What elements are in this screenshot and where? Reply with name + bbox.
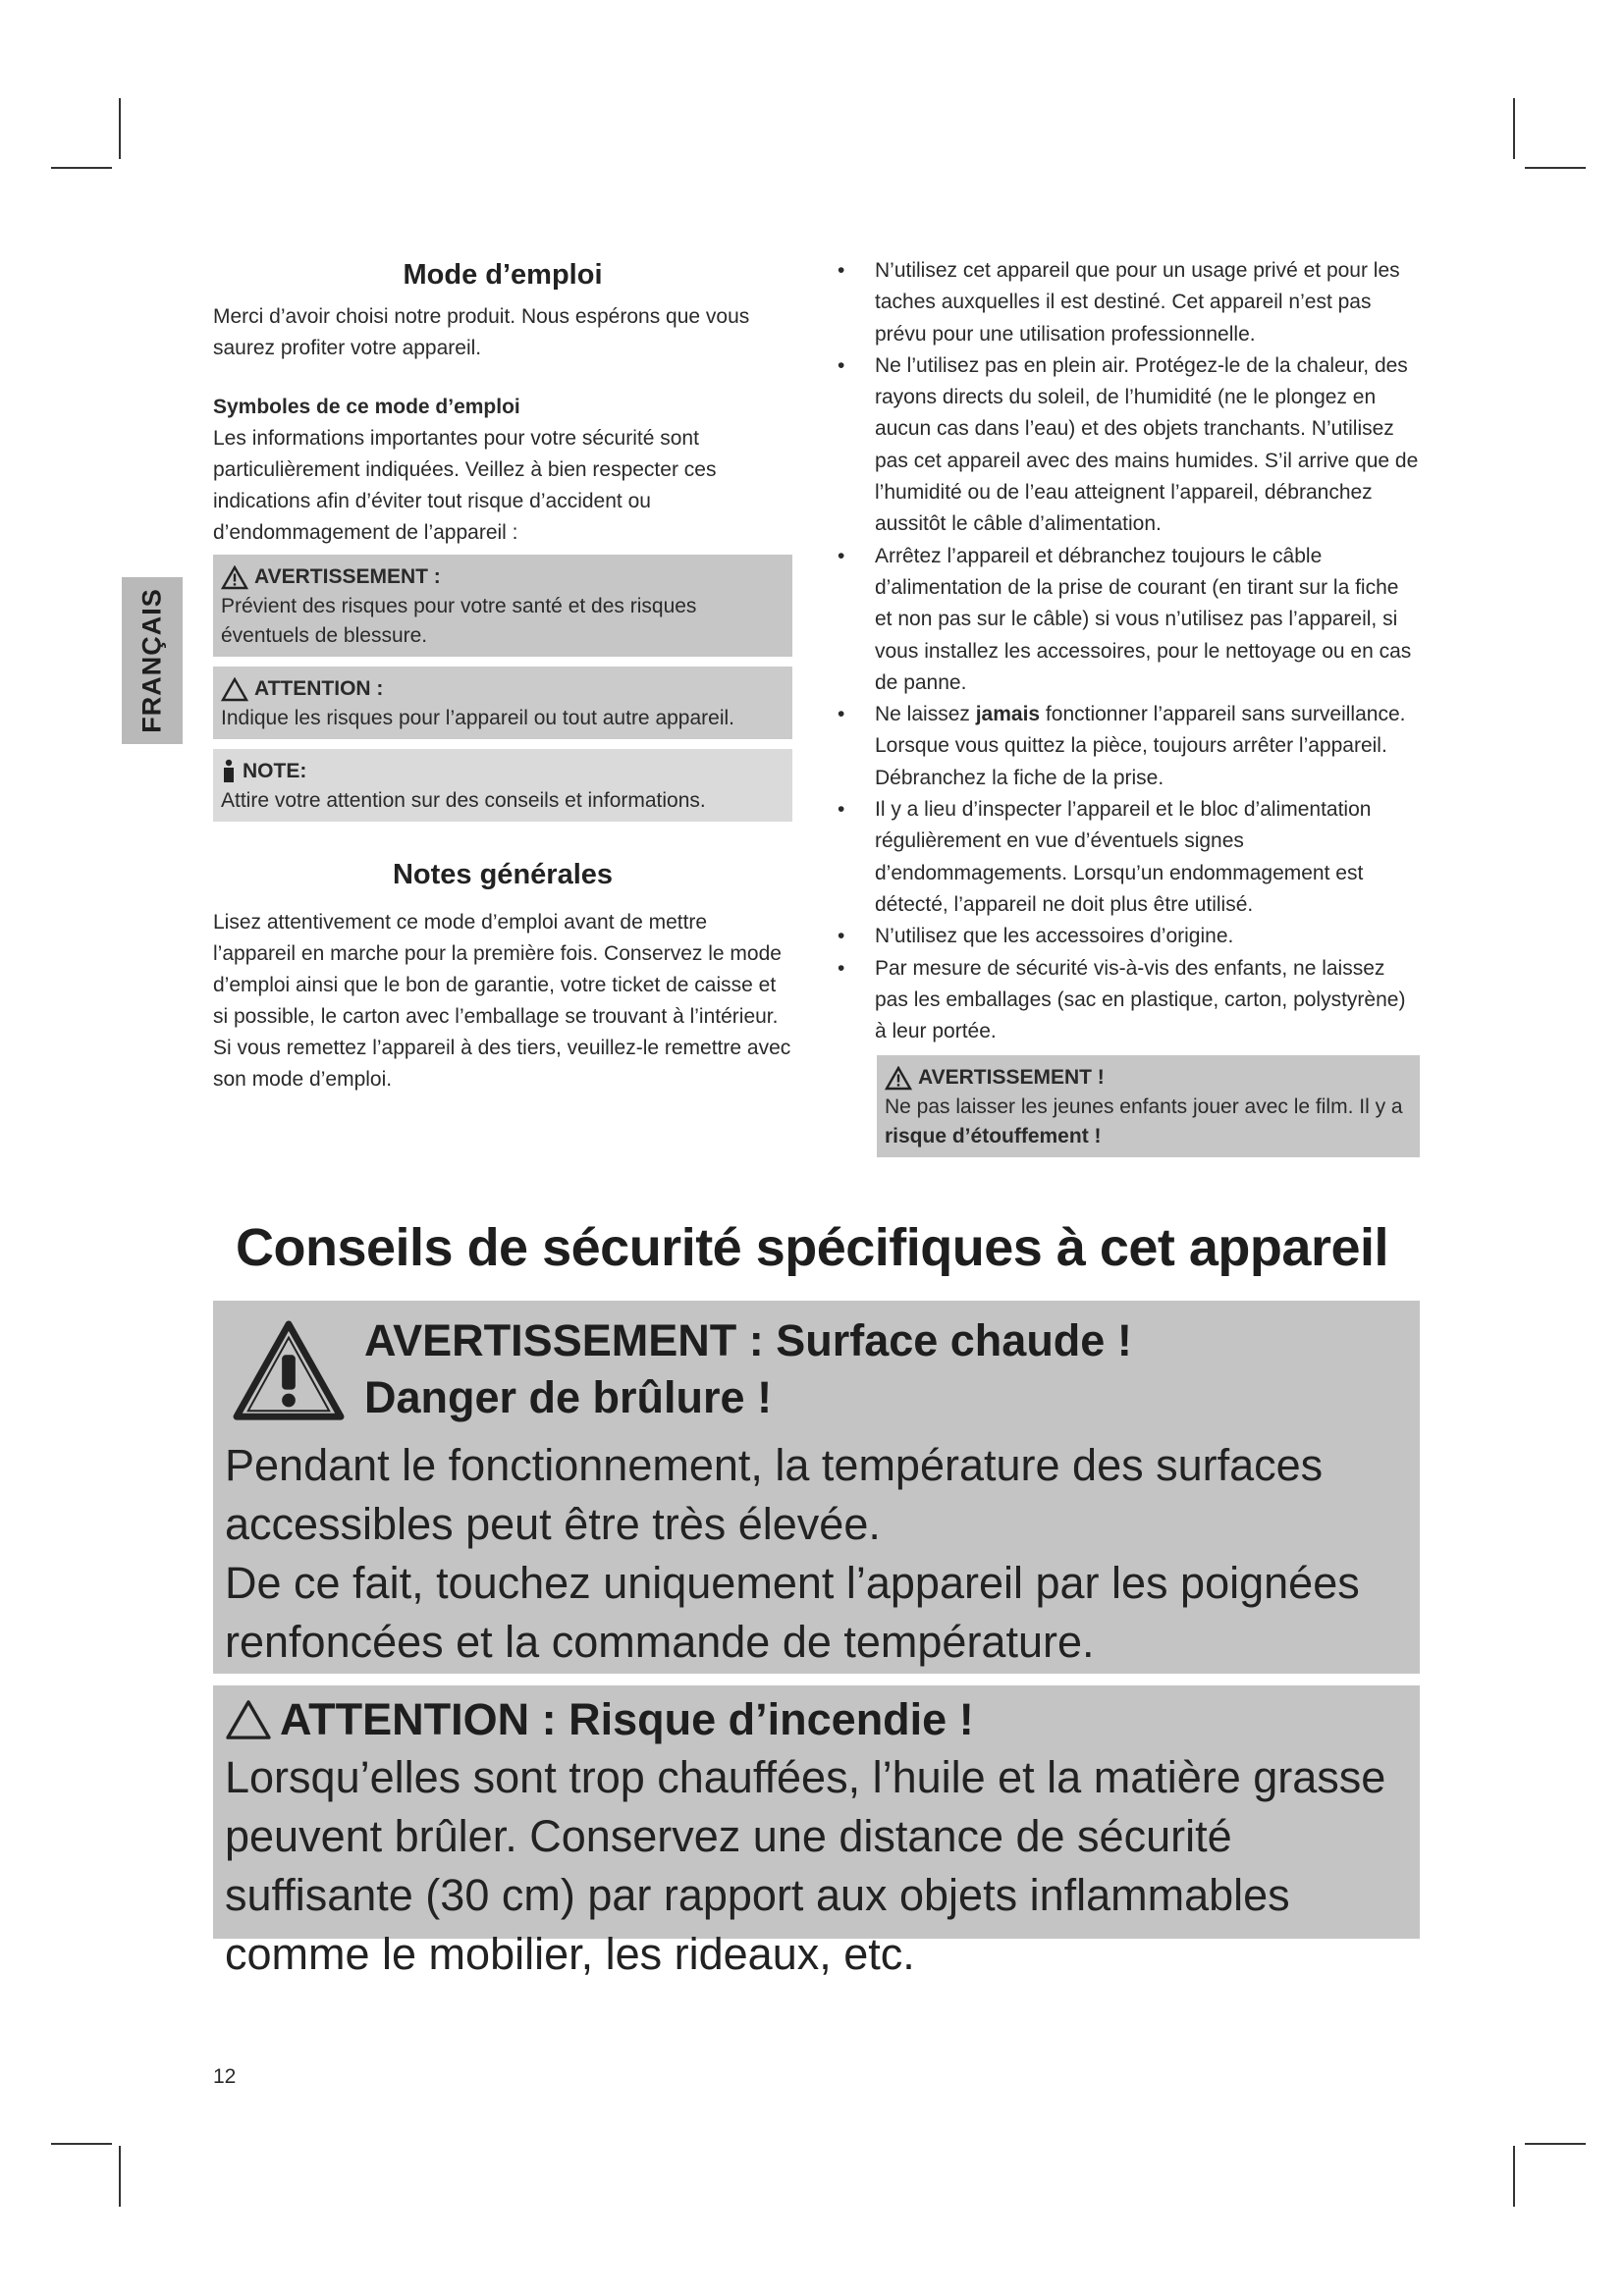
list-item-text: Ne laissez xyxy=(875,703,976,726)
warning-triangle-icon xyxy=(885,1066,912,1091)
section-title-notes-generales: Notes générales xyxy=(392,859,614,890)
attention-box xyxy=(213,667,792,739)
list-item: • Arrêtez l’appareil et débranchez toujours le câble d’alimentation de la prise de courant (en tirant sur la fiche et non pas sur le câble) si vous n’utilisez pas l’appareil, si vous installez les accessoires, pour le nettoyage ou en cas de panne. xyxy=(838,541,1420,699)
list-item-text: fonctionner l’appareil sans surveillance. Lorsque vous quittez la pièce, toujours arrêter l’appareil. Débranchez la fiche de la prise. xyxy=(875,703,1406,789)
note-box xyxy=(213,749,792,822)
child-warning-emphasis: risque d’étouffement ! xyxy=(885,1125,1102,1148)
crop-mark xyxy=(119,2146,121,2207)
list-item: • Ne l’utilisez pas en plein air. Protégez-le de la chaleur, des rayons directs du soleil, de l’humidité (ne le plongez en aucun cas dans l’eau) et des objets tranchants. N’utilisez pas cet appareil avec des mains humides. S’il arrive que de l’humidité ou de l’eau atteignent l’appareil, débranchez aussitôt le câble d’alimentation. xyxy=(838,350,1420,541)
warning-label: AVERTISSEMENT : xyxy=(254,565,441,588)
note-text: Attire votre attention sur des conseils et informations. xyxy=(221,789,706,812)
fire-risk-text: Lorsqu’elles sont trop chauffées, l’huile et la matière grasse peuvent brûler. Conservez une distance de sécurité suffisante (30 cm) par rapport aux objets inflammables comme le mobilier, les rideaux, etc. xyxy=(225,1752,1386,1979)
general-notes-text: Lisez attentivement ce mode d’emploi avant de mettre l’appareil en marche pour la première fois. Conservez le mode d’emploi ainsi que le bon de garantie, votre ticket de caisse et si possible, le carton avec l’emballage se trouvant à l’intérieur. Si vous remettez l’appareil à des tiers, veuillez-le remettre avec son mode d’emploi. xyxy=(213,911,791,1091)
intro-text: Merci d’avoir choisi notre produit. Nous espérons que vous saurez profiter votre appareil. xyxy=(213,305,750,359)
hot-surface-line1: AVERTISSEMENT : Surface chaude ! xyxy=(364,1315,1132,1365)
warning-box xyxy=(213,555,792,657)
list-item: • N’utilisez cet appareil que pour un usage privé et pour les taches auxquelles il est destiné. Cet appareil n’est pas prévu pour une utilisation professionnelle. xyxy=(838,255,1420,350)
warning-triangle-icon xyxy=(221,565,248,590)
crop-mark xyxy=(119,98,121,159)
child-warning-heading xyxy=(885,1063,1412,1093)
child-warning-text: Ne pas laisser les jeunes enfants jouer avec le film. Il y a xyxy=(885,1095,1403,1119)
page-number: 12 xyxy=(213,2065,237,2088)
language-tab xyxy=(122,577,183,744)
fire-risk-heading xyxy=(225,1691,1408,1748)
hot-surface-line2: Danger de brûlure ! xyxy=(364,1372,773,1422)
crop-mark xyxy=(1525,2143,1586,2145)
fire-risk-box xyxy=(213,1685,1420,1979)
warning-box-heading xyxy=(221,562,785,592)
language-tab-label: FRANÇAIS xyxy=(136,588,167,733)
hot-surface-warning-icon xyxy=(231,1318,347,1424)
hot-surface-text2: De ce fait, touchez uniquement l’appareil par les poignées renfoncées et la commande de température. xyxy=(225,1558,1360,1667)
list-item: • Il y a lieu d’inspecter l’appareil et le bloc d’alimentation régulièrement en vue d’éventuels signes d’endommagements. Lorsqu’un endommagement est détecté, l’appareil ne doit plus être utilisé. xyxy=(838,794,1420,921)
fire-risk-heading-text: ATTENTION : Risque d’incendie ! xyxy=(280,1694,974,1744)
attention-triangle-icon xyxy=(225,1699,272,1740)
attention-triangle-icon xyxy=(221,677,248,702)
safety-title: Conseils de sécurité spécifiques à cet appareil xyxy=(236,1218,1388,1277)
list-item-emphasis: jamais xyxy=(975,703,1041,726)
section-title-mode-emploi: Mode d’emploi xyxy=(403,259,603,291)
child-warning-box xyxy=(877,1055,1420,1157)
attention-text: Indique les risques pour l’appareil ou tout autre appareil. xyxy=(221,707,735,729)
hot-surface-box xyxy=(213,1301,1420,1674)
hot-surface-heading xyxy=(225,1312,1408,1426)
attention-box-heading xyxy=(221,674,785,704)
info-icon xyxy=(221,759,237,784)
crop-mark xyxy=(1525,167,1586,169)
child-warning-label: AVERTISSEMENT ! xyxy=(918,1066,1105,1090)
warning-text: Prévient des risques pour votre santé et des risques éventuels de blessure. xyxy=(221,595,697,647)
crop-mark xyxy=(1513,98,1515,159)
list-item xyxy=(838,699,1420,794)
crop-mark xyxy=(1513,2146,1515,2207)
left-column xyxy=(213,255,792,1095)
symbols-text: Les informations importantes pour votre sécurité sont particulièrement indiquées. Veillez à bien respecter ces indications afin d’éviter tout risque d’accident ou d’endommagement de l’appareil : xyxy=(213,427,717,544)
crop-mark xyxy=(51,2143,112,2145)
hot-surface-text1: Pendant le fonctionnement, la température des surfaces accessibles peut être très élevée. xyxy=(225,1440,1324,1549)
note-label: NOTE: xyxy=(243,760,307,782)
safety-bullet-list xyxy=(838,255,1420,1047)
list-item: • Par mesure de sécurité vis-à-vis des enfants, ne laissez pas les emballages (sac en plastique, carton, polystyrène) à leur portée. xyxy=(838,953,1420,1048)
list-item: • N’utilisez que les accessoires d’origine. xyxy=(838,921,1420,952)
crop-mark xyxy=(51,167,112,169)
right-column xyxy=(838,255,1420,1157)
note-box-heading xyxy=(221,757,785,786)
symbols-heading: Symboles de ce mode d’emploi xyxy=(213,396,520,418)
attention-label: ATTENTION : xyxy=(254,677,384,700)
